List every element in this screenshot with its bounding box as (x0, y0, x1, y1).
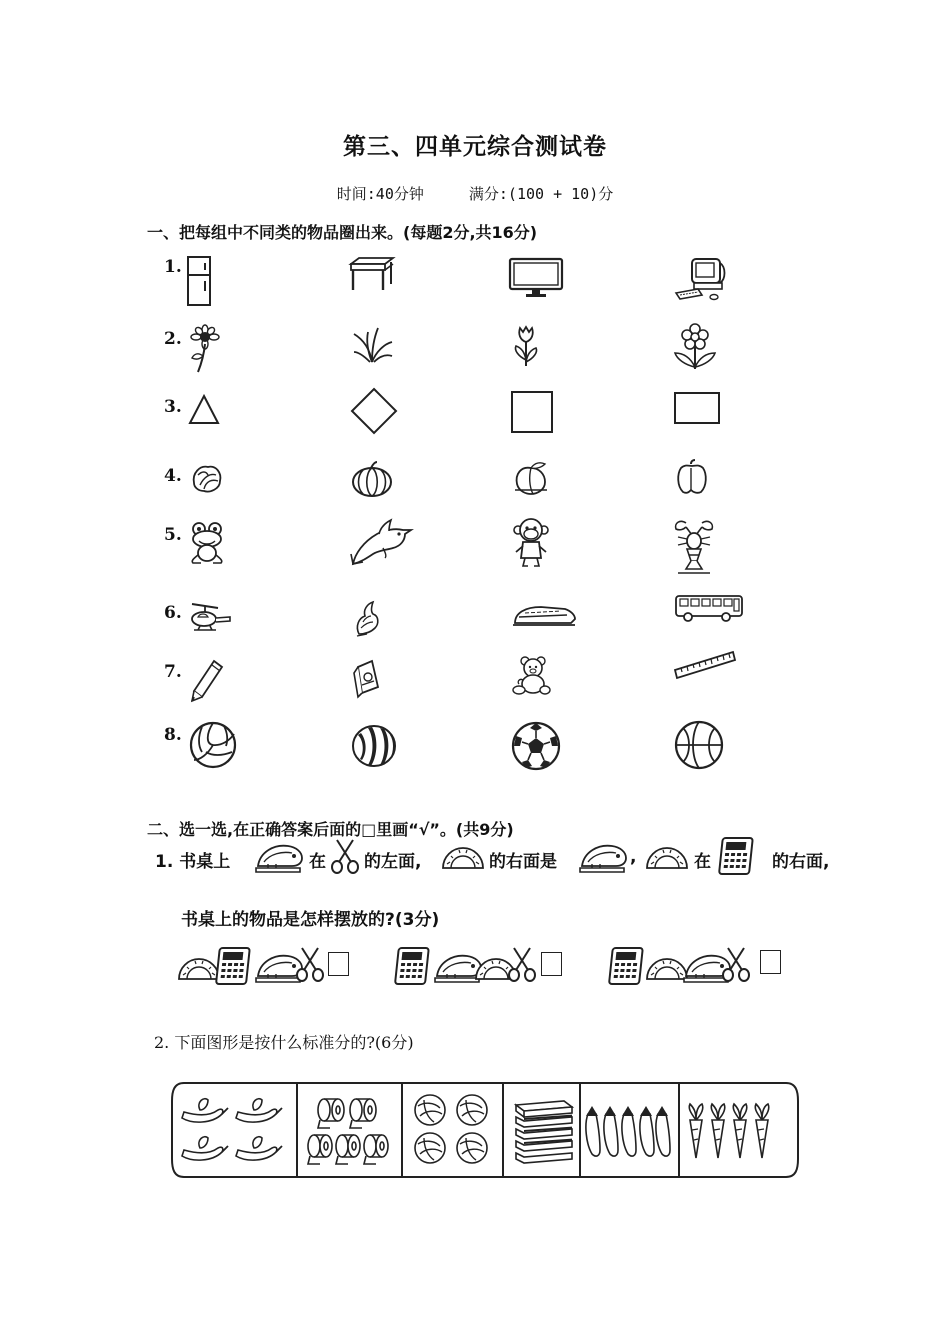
row-number-4: 4. (164, 466, 182, 486)
q1-text-2: 在 (309, 852, 326, 872)
dolphin-icon[interactable] (349, 518, 413, 568)
pumpkin-icon[interactable] (351, 460, 393, 498)
triangle-icon[interactable] (188, 394, 220, 426)
bus-icon[interactable] (674, 593, 744, 623)
row-number-8: 8. (164, 725, 182, 745)
fridge-icon[interactable] (186, 255, 212, 307)
rectangle-icon[interactable] (673, 391, 721, 425)
scissors-icon (722, 946, 752, 982)
square-icon[interactable] (510, 390, 554, 434)
q2-question: 2. 下面图形是按什么标准分的?(6分) (154, 1033, 414, 1052)
exam-meta (0, 183, 950, 204)
peach-icon[interactable] (513, 460, 549, 496)
flower-icon[interactable] (673, 323, 717, 371)
time-limit: 时间:40分钟 (336, 185, 424, 203)
table-icon[interactable] (349, 256, 395, 292)
answer-box-option-c[interactable] (760, 950, 781, 974)
calculator-icon (218, 946, 254, 988)
q1-text-4: 的右面是 (489, 852, 557, 872)
teddy-bear-icon[interactable] (511, 656, 551, 696)
row-number-3: 3. (164, 397, 182, 417)
q1-text-5: , (630, 847, 637, 867)
diamond-icon[interactable] (350, 387, 398, 435)
section2-heading: 二、选一选,在正确答案后面的□里画“√”。(共9分) (147, 820, 514, 839)
train-icon[interactable] (511, 601, 577, 629)
page-title: 第三、四单元综合测试卷 (343, 134, 607, 160)
stapler-icon (578, 838, 628, 874)
q1-text-7: 的右面, (772, 852, 830, 872)
watermelon-icon[interactable] (350, 723, 398, 769)
grass-icon[interactable] (352, 326, 394, 364)
sharpener-icon[interactable] (352, 659, 380, 697)
stapler-icon (254, 838, 304, 874)
full-score: 满分:(100 + 10)分 (468, 185, 614, 203)
answer-box-option-b[interactable] (541, 952, 562, 976)
tulip-icon[interactable] (512, 324, 540, 368)
toilet-paper-group (304, 1092, 396, 1172)
basketball-icon[interactable] (673, 720, 725, 770)
q1-text-6: 在 (694, 852, 711, 872)
sunflower-icon[interactable] (190, 324, 220, 374)
q1-question: 书桌上的物品是怎样摆放的?(3分) (181, 910, 440, 930)
section1-heading: 一、把每组中不同类的物品圈出来。(每题2分,共16分) (147, 223, 538, 242)
pencil-icon[interactable] (190, 659, 224, 703)
pepper-icon[interactable] (675, 458, 709, 496)
monitor-icon[interactable] (508, 257, 564, 299)
q1-text-1: 1. 书桌上 (155, 852, 231, 872)
row-number-1: 1. (164, 257, 182, 277)
bird-icon[interactable] (353, 598, 381, 638)
row-number-2: 2. (164, 329, 182, 349)
helicopter-icon[interactable] (188, 600, 232, 634)
row-number-6: 6. (164, 603, 182, 623)
cabbage-icon[interactable] (190, 461, 224, 495)
calculator-icon (397, 946, 433, 988)
monkey-icon[interactable] (513, 518, 549, 568)
calculator-icon (721, 836, 757, 878)
computer-icon[interactable] (674, 255, 728, 301)
scissors-icon (508, 946, 538, 982)
carrots-group (682, 1100, 782, 1162)
cabbages-group (410, 1092, 498, 1168)
q1-text-3: 的左面, (364, 852, 422, 872)
row-number-7: 7. (164, 662, 182, 682)
lobster-icon[interactable] (672, 517, 716, 575)
soccer-ball-icon[interactable] (510, 720, 562, 772)
chili-peppers-group (178, 1090, 294, 1170)
scissors-icon (331, 838, 361, 874)
answer-box-option-a[interactable] (328, 952, 349, 976)
calculator-icon (611, 946, 647, 988)
ruler-icon[interactable] (673, 650, 737, 682)
volleyball-icon[interactable] (188, 720, 238, 770)
books-stack (510, 1097, 576, 1165)
protractor-icon (645, 844, 691, 872)
scissors-icon (296, 946, 326, 982)
row-number-5: 5. (164, 525, 182, 545)
frog-icon[interactable] (189, 521, 225, 565)
eggplants-group (582, 1104, 674, 1160)
protractor-icon (441, 844, 487, 872)
